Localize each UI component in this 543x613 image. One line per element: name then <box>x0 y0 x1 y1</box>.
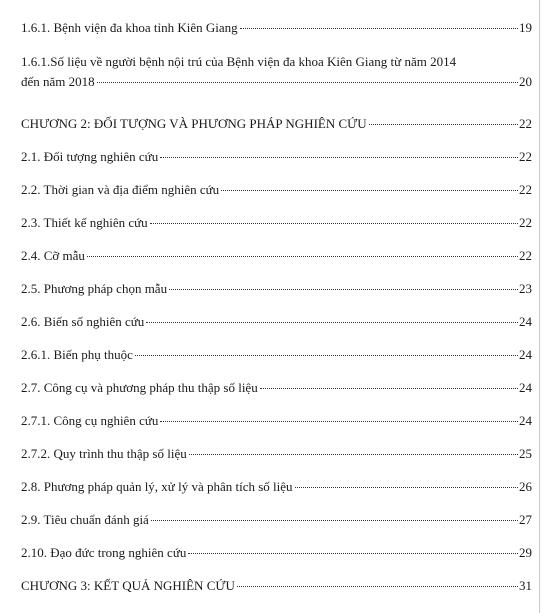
toc-entry-title: đến năm 2018 <box>21 74 95 89</box>
toc-entry[interactable] <box>21 281 532 296</box>
toc-entry-page: 22 <box>519 149 532 164</box>
toc-entry-title: 2.6.1. Biến phụ thuộc <box>21 347 133 362</box>
toc-entry[interactable] <box>21 479 532 494</box>
dot-leader <box>189 454 518 455</box>
toc-entry-title: 2.9. Tiêu chuẩn đánh giá <box>21 512 149 527</box>
toc-entry[interactable] <box>21 54 532 89</box>
toc-entry-chapter[interactable] <box>21 578 532 593</box>
dot-leader <box>87 256 518 257</box>
toc-entry-title: 2.8. Phương pháp quản lý, xử lý và phân tích số liệu <box>21 479 293 494</box>
toc-entry-title: CHƯƠNG 3: KẾT QUẢ NGHIÊN CỨU <box>21 578 235 593</box>
dot-leader <box>135 355 518 356</box>
toc-entry-page: 29 <box>519 545 532 560</box>
toc-entry-page: 22 <box>519 215 532 230</box>
toc-entry[interactable] <box>21 20 532 35</box>
toc-entry[interactable] <box>21 380 532 395</box>
toc-entry-page: 27 <box>519 512 532 527</box>
toc-entry-title: 2.7.2. Quy trình thu thập số liệu <box>21 446 187 461</box>
dot-leader <box>97 82 518 83</box>
toc-entry-title: 2.7. Công cụ và phương pháp thu thập số liệu <box>21 380 258 395</box>
toc-entry-title: 1.6.1. Bệnh viện đa khoa tỉnh Kiên Giang <box>21 20 238 35</box>
dot-leader <box>169 289 518 290</box>
toc-entry[interactable] <box>21 446 532 461</box>
toc-entry-page: 22 <box>519 116 532 131</box>
toc-entry-title: 2.10. Đạo đức trong nghiên cứu <box>21 545 187 560</box>
toc-entry-page: 19 <box>519 20 532 35</box>
toc-entry-page: 22 <box>519 182 532 197</box>
toc-entry[interactable] <box>21 149 532 164</box>
toc-entry-chapter[interactable] <box>21 116 532 131</box>
dot-leader <box>221 190 518 191</box>
dot-leader <box>260 388 518 389</box>
toc-entry-page: 20 <box>519 74 532 89</box>
toc-entry[interactable] <box>21 545 532 560</box>
toc-entry[interactable] <box>21 248 532 263</box>
toc-entry-page: 24 <box>519 347 532 362</box>
toc-entry-page: 24 <box>519 314 532 329</box>
toc-entry-title: 2.2. Thời gian và địa điểm nghiên cứu <box>21 182 220 197</box>
dot-leader <box>151 520 518 521</box>
toc-entry-page: 26 <box>519 479 532 494</box>
toc-entry-page: 22 <box>519 248 532 263</box>
dot-leader <box>160 157 518 158</box>
toc-entry[interactable] <box>21 413 532 428</box>
toc-entry-title: 2.4. Cỡ mẫu <box>21 248 85 263</box>
dot-leader <box>146 322 518 323</box>
toc-entry-page: 24 <box>519 413 532 428</box>
dot-leader <box>237 586 518 587</box>
toc-entry[interactable] <box>21 347 532 362</box>
toc-entry-title: 2.6. Biến số nghiên cứu <box>21 314 145 329</box>
toc-entry-title: 2.5. Phương pháp chọn mẫu <box>21 281 168 296</box>
toc-entry[interactable] <box>21 512 532 527</box>
toc-entry-title: 2.1. Đối tượng nghiên cứu <box>21 149 159 164</box>
toc-entry[interactable] <box>21 215 532 230</box>
toc-entry-title: CHƯƠNG 2: ĐỐI TƯỢNG VÀ PHƯƠNG PHÁP NGHIÊN CỨU <box>21 116 367 131</box>
dot-leader <box>188 553 518 554</box>
dot-leader <box>240 28 518 29</box>
toc-entry[interactable] <box>21 314 532 329</box>
dot-leader <box>369 124 518 125</box>
dot-leader <box>295 487 518 488</box>
toc-entry-page: 25 <box>519 446 532 461</box>
toc-entry-page: 23 <box>519 281 532 296</box>
dot-leader <box>150 223 518 224</box>
dot-leader <box>160 421 518 422</box>
toc-entry-title-line1: 1.6.1.Số liệu về người bệnh nội trú của Bệnh viện đa khoa Kiên Giang từ năm 2014 <box>21 54 457 69</box>
toc-entry-page: 31 <box>519 578 532 593</box>
toc-entry-title: 2.7.1. Công cụ nghiên cứu <box>21 413 159 428</box>
toc-entry[interactable] <box>21 182 532 197</box>
toc-entry-title: 2.3. Thiết kế nghiên cứu <box>21 215 148 230</box>
toc-entry-page: 24 <box>519 380 532 395</box>
